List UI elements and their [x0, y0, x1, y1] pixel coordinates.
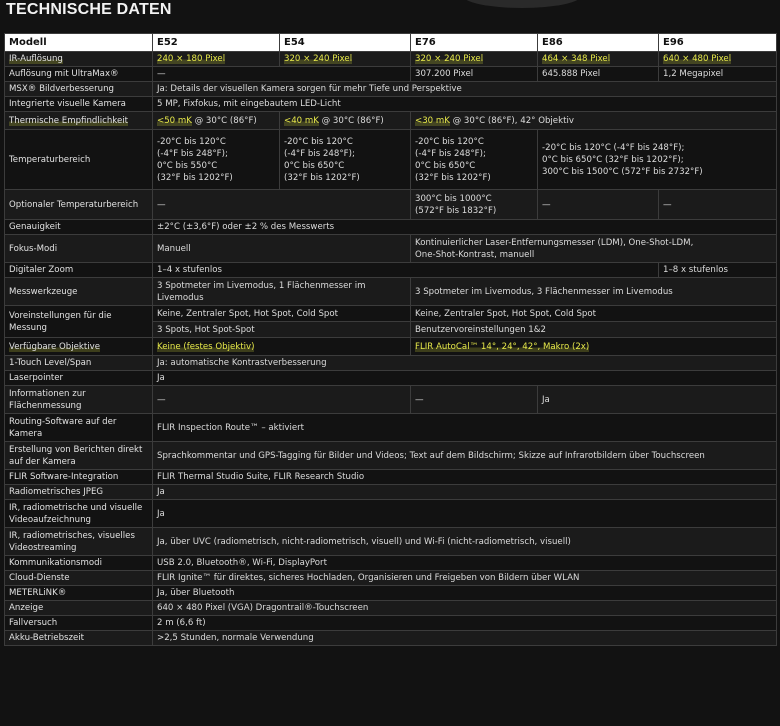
- cell-value: FLIR Inspection Route™ – aktiviert: [157, 422, 305, 433]
- row-label-text: IR, radiometrische und visuelle Videoaufzeichnung: [9, 502, 143, 525]
- spec-table-body: [5, 52, 777, 646]
- cell-value: Benutzervoreinstellungen 1&2: [415, 324, 546, 335]
- row-label: [5, 356, 153, 371]
- row-label-text: Thermische Empfindlichkeit: [9, 115, 129, 126]
- spec-cell: [538, 67, 659, 82]
- cell-value: Keine, Zentraler Spot, Hot Spot, Cold Spot: [157, 308, 339, 319]
- table-row: [5, 601, 777, 616]
- cell-value: Ja: Details der visuellen Kamera sorgen für mehr Tiefe und Perspektive: [157, 84, 462, 94]
- row-label-text: Integrierte visuelle Kamera: [9, 99, 126, 109]
- table-row: [5, 371, 777, 386]
- row-label: [5, 278, 153, 306]
- spec-cell: [411, 235, 777, 263]
- row-label: [5, 442, 153, 470]
- row-label: [5, 52, 153, 67]
- spec-cell: [153, 601, 777, 616]
- spec-cell: [153, 97, 777, 112]
- cell-value: -20°C bis 120°C (-4°F bis 248°F); 0°C bis 650°C (32°F bis 1202°F): [284, 136, 360, 183]
- spec-cell: [153, 52, 280, 67]
- row-label-text: Genauigkeit: [9, 222, 61, 232]
- spec-cell: [280, 112, 411, 130]
- cell-value: —: [157, 69, 166, 79]
- row-label: [5, 386, 153, 414]
- table-row: [5, 485, 777, 500]
- cell-value: 307.200 Pixel: [415, 69, 474, 79]
- row-label-text: Erstellung von Berichten direkt auf der Kamera: [9, 444, 143, 467]
- row-label: [5, 130, 153, 190]
- cell-value: 640 × 480 Pixel: [663, 54, 732, 64]
- cell-value: Kontinuierlicher Laser-Entfernungsmesser (LDM), One-Shot-LDM, One-Shot-Kontrast, manuell: [415, 237, 694, 260]
- header-model: Modell: [5, 34, 153, 52]
- row-label: [5, 500, 153, 528]
- cell-value: Ja: [157, 508, 165, 519]
- spec-cell: [153, 67, 411, 82]
- row-label: [5, 414, 153, 442]
- row-label-text: 1-Touch Level/Span: [9, 358, 92, 368]
- spec-cell: [411, 190, 538, 220]
- table-row: [5, 338, 777, 356]
- table-row: [5, 414, 777, 442]
- highlighted-value: <50 mK: [157, 115, 192, 126]
- table-row: [5, 500, 777, 528]
- row-label: [5, 97, 153, 112]
- table-row: [5, 67, 777, 82]
- cell-value: 2 m (6,6 ft): [157, 618, 206, 628]
- cell-value: Manuell: [157, 243, 191, 254]
- spec-cell: [153, 322, 411, 338]
- spec-cell: [153, 556, 777, 571]
- spec-cell: [153, 306, 411, 322]
- row-label: [5, 571, 153, 586]
- spec-cell: [659, 52, 777, 67]
- row-label: [5, 235, 153, 263]
- cell-value: Ja: [157, 487, 165, 497]
- row-label: [5, 67, 153, 82]
- cell-value: Ja: [157, 373, 165, 383]
- cell-value: —: [157, 199, 166, 210]
- row-label: [5, 601, 153, 616]
- cell-value: @ 30°C (86°F): [191, 115, 257, 126]
- row-label-text: Voreinstellungen für die Messung: [9, 310, 112, 333]
- spec-table: [4, 33, 777, 646]
- cell-value: 640 × 480 Pixel (VGA) Dragontrail®-Touchscreen: [157, 603, 369, 613]
- spec-cell: [153, 130, 280, 190]
- row-label-text: MSX® Bildverbesserung: [9, 84, 114, 94]
- cell-value: 3 Spotmeter im Livemodus, 3 Flächenmesser im Livemodus: [415, 286, 673, 297]
- table-row: [5, 263, 777, 278]
- spec-cell: [411, 52, 538, 67]
- table-row: [5, 82, 777, 97]
- table-row: [5, 556, 777, 571]
- header-e54: E54: [280, 34, 411, 52]
- header-row: [5, 34, 777, 52]
- cell-value: 1,2 Megapixel: [663, 69, 724, 79]
- cell-value: 464 × 348 Pixel: [542, 54, 611, 64]
- row-label-text: IR-Auflösung: [9, 54, 63, 64]
- row-label: [5, 528, 153, 556]
- row-label-text: Verfügbare Objektive: [9, 341, 101, 352]
- cell-value: 1–8 x stufenlos: [663, 265, 728, 275]
- cell-value: 1–4 x stufenlos: [157, 265, 222, 275]
- spec-cell: [280, 130, 411, 190]
- row-label: [5, 190, 153, 220]
- cell-value: 5 MP, Fixfokus, mit eingebautem LED-Licht: [157, 99, 341, 109]
- spec-cell: [153, 586, 777, 601]
- row-label: [5, 631, 153, 646]
- row-label-text: Radiometrisches JPEG: [9, 487, 104, 497]
- cell-value: Keine, Zentraler Spot, Hot Spot, Cold Spot: [415, 308, 597, 319]
- highlighted-value: <40 mK: [284, 115, 319, 126]
- row-label: [5, 263, 153, 278]
- row-label: [5, 82, 153, 97]
- table-row: [5, 97, 777, 112]
- row-label-text: Cloud-Dienste: [9, 573, 70, 583]
- table-row: [5, 571, 777, 586]
- spec-cell: [411, 112, 777, 130]
- spec-cell: [280, 52, 411, 67]
- cell-value: FLIR AutoCal™ 14°, 24°, 42°, Makro (2x): [415, 341, 590, 352]
- spec-cell: [659, 263, 777, 278]
- spec-cell: [411, 338, 777, 356]
- cell-value: —: [663, 199, 672, 210]
- row-label-text: Informationen zur Flächenmessung: [9, 388, 86, 411]
- cell-value: ±2°C (±3,6°F) oder ±2 % des Messwerts: [157, 222, 335, 232]
- row-label-text: Messwerkzeuge: [9, 286, 78, 297]
- row-label: [5, 556, 153, 571]
- cell-value: Ja: [542, 394, 550, 405]
- cell-value: FLIR Thermal Studio Suite, FLIR Research Studio: [157, 472, 365, 482]
- spec-cell: [153, 278, 411, 306]
- header-e52: E52: [153, 34, 280, 52]
- row-label-text: FLIR Software-Integration: [9, 472, 119, 482]
- spec-cell: [538, 130, 777, 190]
- row-label-text: Fokus-Modi: [9, 243, 58, 254]
- header-e86: E86: [538, 34, 659, 52]
- row-label: [5, 338, 153, 356]
- row-label-text: Akku-Betriebszeit: [9, 633, 85, 643]
- row-label: [5, 306, 153, 338]
- table-row: [5, 386, 777, 414]
- cell-value: Ja, über UVC (radiometrisch, nicht-radiometrisch, visuell) und Wi-Fi (nicht-radiometrisch, visuell): [157, 536, 571, 547]
- row-label-text: Kommunikationsmodi: [9, 558, 102, 568]
- row-label: [5, 586, 153, 601]
- page-title: TECHNISCHE DATEN: [6, 1, 172, 18]
- spec-cell: [153, 338, 411, 356]
- row-label: [5, 616, 153, 631]
- product-image-edge: [462, 0, 582, 8]
- row-label-text: METERLiNK®: [9, 588, 67, 598]
- spec-cell: [153, 220, 777, 235]
- row-label-text: Temperaturbereich: [9, 154, 91, 165]
- spec-cell: [411, 386, 538, 414]
- spec-cell: [153, 263, 659, 278]
- spec-cell: [411, 306, 777, 322]
- spec-cell: [153, 528, 777, 556]
- cell-value: Ja, über Bluetooth: [157, 588, 235, 598]
- spec-cell: [153, 371, 777, 386]
- row-label-text: Routing-Software auf der Kamera: [9, 416, 117, 439]
- row-label-text: IR, radiometrisches, visuelles Videostreaming: [9, 530, 135, 553]
- table-row: [5, 631, 777, 646]
- header-e76: E76: [411, 34, 538, 52]
- spec-cell: [411, 322, 777, 338]
- cell-value: >2,5 Stunden, normale Verwendung: [157, 633, 314, 643]
- spec-cell: [538, 52, 659, 67]
- spec-cell: [153, 442, 777, 470]
- table-row: [5, 130, 777, 190]
- spec-cell: [153, 112, 280, 130]
- cell-value: 320 × 240 Pixel: [284, 54, 353, 64]
- cell-value: 645.888 Pixel: [542, 69, 601, 79]
- spec-cell: [153, 82, 777, 97]
- spec-cell: [153, 485, 777, 500]
- spec-cell: [153, 616, 777, 631]
- row-label: [5, 220, 153, 235]
- cell-value: —: [157, 394, 166, 405]
- cell-value: -20°C bis 120°C (-4°F bis 248°F); 0°C bis 650°C (32°F bis 1202°F): [415, 136, 491, 183]
- table-row: [5, 356, 777, 371]
- cell-value: @ 30°C (86°F), 42° Objektiv: [449, 115, 574, 126]
- cell-value: FLIR Ignite™ für direktes, sicheres Hochladen, Organisieren und Freigeben von Bildern über WLAN: [157, 573, 580, 583]
- spec-cell: [411, 278, 777, 306]
- cell-value: 240 × 180 Pixel: [157, 54, 226, 64]
- spec-cell: [153, 571, 777, 586]
- spec-cell: [153, 631, 777, 646]
- table-row: [5, 616, 777, 631]
- row-label-text: Anzeige: [9, 603, 44, 613]
- spec-cell: [411, 67, 538, 82]
- row-label-text: Auflösung mit UltraMax®: [9, 69, 119, 79]
- cell-value: Keine (festes Objektiv): [157, 341, 255, 352]
- row-label: [5, 371, 153, 386]
- table-row: [5, 112, 777, 130]
- cell-value: —: [542, 199, 551, 210]
- cell-value: @ 30°C (86°F): [318, 115, 384, 126]
- row-label: [5, 470, 153, 485]
- table-row: [5, 528, 777, 556]
- spec-cell: [153, 500, 777, 528]
- cell-value: —: [415, 394, 424, 405]
- row-label-text: Fallversuch: [9, 618, 58, 628]
- table-row: [5, 586, 777, 601]
- table-row: [5, 442, 777, 470]
- spec-cell: [153, 470, 777, 485]
- spec-cell: [659, 190, 777, 220]
- cell-value: Sprachkommentar und GPS-Tagging für Bilder und Videos; Text auf dem Bildschirm; Skizze auf Infrarotbildern über Touchscreen: [157, 450, 705, 461]
- cell-value: 300°C bis 1000°C (572°F bis 1832°F): [415, 193, 497, 216]
- cell-value: 3 Spotmeter im Livemodus, 1 Flächenmesser im Livemodus: [157, 280, 366, 303]
- spec-cell: [659, 67, 777, 82]
- cell-value: USB 2.0, Bluetooth®, Wi-Fi, DisplayPort: [157, 558, 327, 568]
- table-row: [5, 52, 777, 67]
- table-row: [5, 235, 777, 263]
- cell-value: 3 Spots, Hot Spot-Spot: [157, 324, 255, 335]
- row-label: [5, 485, 153, 500]
- table-row: [5, 220, 777, 235]
- spec-cell: [153, 414, 777, 442]
- cell-value: -20°C bis 120°C (-4°F bis 248°F); 0°C bis 650°C (32°F bis 1202°F); 300°C bis 1500°C (572°F bis 2732°F): [542, 142, 703, 177]
- cell-value: -20°C bis 120°C (-4°F bis 248°F); 0°C bis 550°C (32°F bis 1202°F): [157, 136, 233, 183]
- spec-cell: [538, 190, 659, 220]
- spec-cell: [153, 235, 411, 263]
- cell-value: Ja: automatische Kontrastverbesserung: [157, 358, 327, 368]
- row-label-text: Laserpointer: [9, 373, 64, 383]
- highlighted-value: <30 mK: [415, 115, 450, 126]
- spec-cell: [153, 190, 411, 220]
- table-row: [5, 278, 777, 306]
- spec-cell: [538, 386, 777, 414]
- table-row: [5, 190, 777, 220]
- table-row: [5, 306, 777, 322]
- spec-cell: [153, 386, 411, 414]
- header-e96: E96: [659, 34, 777, 52]
- row-label: [5, 112, 153, 130]
- spec-cell: [411, 130, 538, 190]
- table-row: [5, 470, 777, 485]
- row-label-text: Digitaler Zoom: [9, 265, 74, 275]
- row-label-text: Optionaler Temperaturbereich: [9, 199, 139, 210]
- cell-value: 320 × 240 Pixel: [415, 54, 484, 64]
- spec-cell: [153, 356, 777, 371]
